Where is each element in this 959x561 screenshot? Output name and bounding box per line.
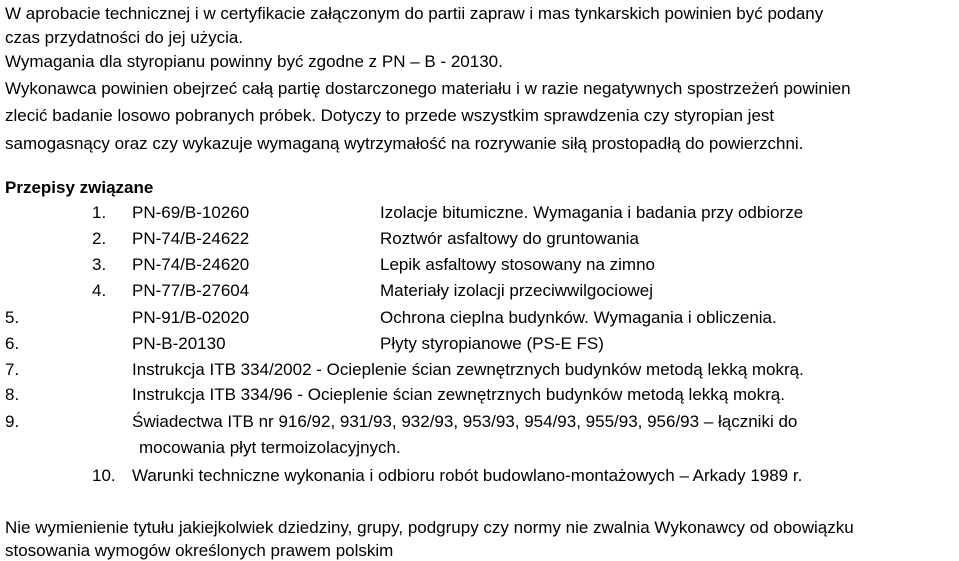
regulation-text: Instrukcja ITB 334/96 - Ocieplenie ścian zewnętrznych budynków metodą lekką mokrą. xyxy=(132,385,785,404)
regulation-title: Ochrona cieplna budynków. Wymagania i obliczenia. xyxy=(380,308,777,327)
regulation-code: PN-69/B-10260 xyxy=(132,203,250,222)
regulation-number: 7. xyxy=(5,360,20,379)
regulation-number: 10. xyxy=(92,466,116,485)
regulation-text: Warunki techniczne wykonania i odbioru robót budowlano-montażowych – Arkady 1989 r. xyxy=(132,466,803,485)
paragraph-line: czas przydatności do jej użycia. xyxy=(5,28,244,47)
regulation-code: PN-74/B-24620 xyxy=(132,255,250,274)
regulation-code: PN-B-20130 xyxy=(132,334,226,353)
regulation-number: 8. xyxy=(5,385,20,404)
paragraph-line: Wykonawca powinien obejrzeć całą partię dostarczonego materiału i w razie negatywnych spostrzeżeń powinien xyxy=(5,79,851,98)
regulation-number: 6. xyxy=(5,334,20,353)
regulation-number: 2. xyxy=(92,229,107,248)
section-heading: Przepisy związane xyxy=(5,178,154,197)
regulation-number: 4. xyxy=(92,281,107,300)
regulation-number: 5. xyxy=(5,308,20,327)
paragraph-line: samogasnący oraz czy wykazuje wymaganą wytrzymałość na rozrywanie siłą prostopadłą do powierzchni. xyxy=(5,134,804,153)
paragraph-line: zlecić badanie losowo pobranych próbek. Dotyczy to przede wszystkim sprawdzenia czy styropian jest xyxy=(5,106,775,125)
regulation-text: Instrukcja ITB 334/2002 - Ocieplenie ścian zewnętrznych budynków metodą lekką mokrą. xyxy=(132,360,804,379)
footer-paragraph-line: stosowania wymogów określonych prawem polskim xyxy=(5,541,394,560)
regulation-title: Izolacje bitumiczne. Wymagania i badania przy odbiorze xyxy=(380,203,804,222)
regulation-title: Materiały izolacji przeciwwilgociowej xyxy=(380,281,654,300)
regulation-number: 1. xyxy=(92,203,107,222)
regulation-number: 3. xyxy=(92,255,107,274)
regulation-title: Roztwór asfaltowy do gruntowania xyxy=(380,229,639,248)
regulation-title: Lepik asfaltowy stosowany na zimno xyxy=(380,255,655,274)
regulation-title: Płyty styropianowe (PS-E FS) xyxy=(380,334,604,353)
regulation-text-continuation: mocowania płyt termoizolacyjnych. xyxy=(139,438,401,457)
regulation-code: PN-91/B-02020 xyxy=(132,308,250,327)
footer-paragraph-line: Nie wymienienie tytułu jakiejkolwiek dziedziny, grupy, podgrupy czy normy nie zwalnia Wykonawcy od obowiązku xyxy=(5,518,854,537)
regulation-code: PN-74/B-24622 xyxy=(132,229,250,248)
paragraph-line: Wymagania dla styropianu powinny być zgodne z PN – B - 20130. xyxy=(5,52,503,71)
regulation-text: Świadectwa ITB nr 916/92, 931/93, 932/93, 953/93, 954/93, 955/93, 956/93 – łączniki do xyxy=(132,412,798,431)
regulation-number: 9. xyxy=(5,412,20,431)
regulation-code: PN-77/B-27604 xyxy=(132,281,250,300)
paragraph-line: W aprobacie technicznej i w certyfikacie załączonym do partii zapraw i mas tynkarskich powinien być podany xyxy=(5,4,824,23)
